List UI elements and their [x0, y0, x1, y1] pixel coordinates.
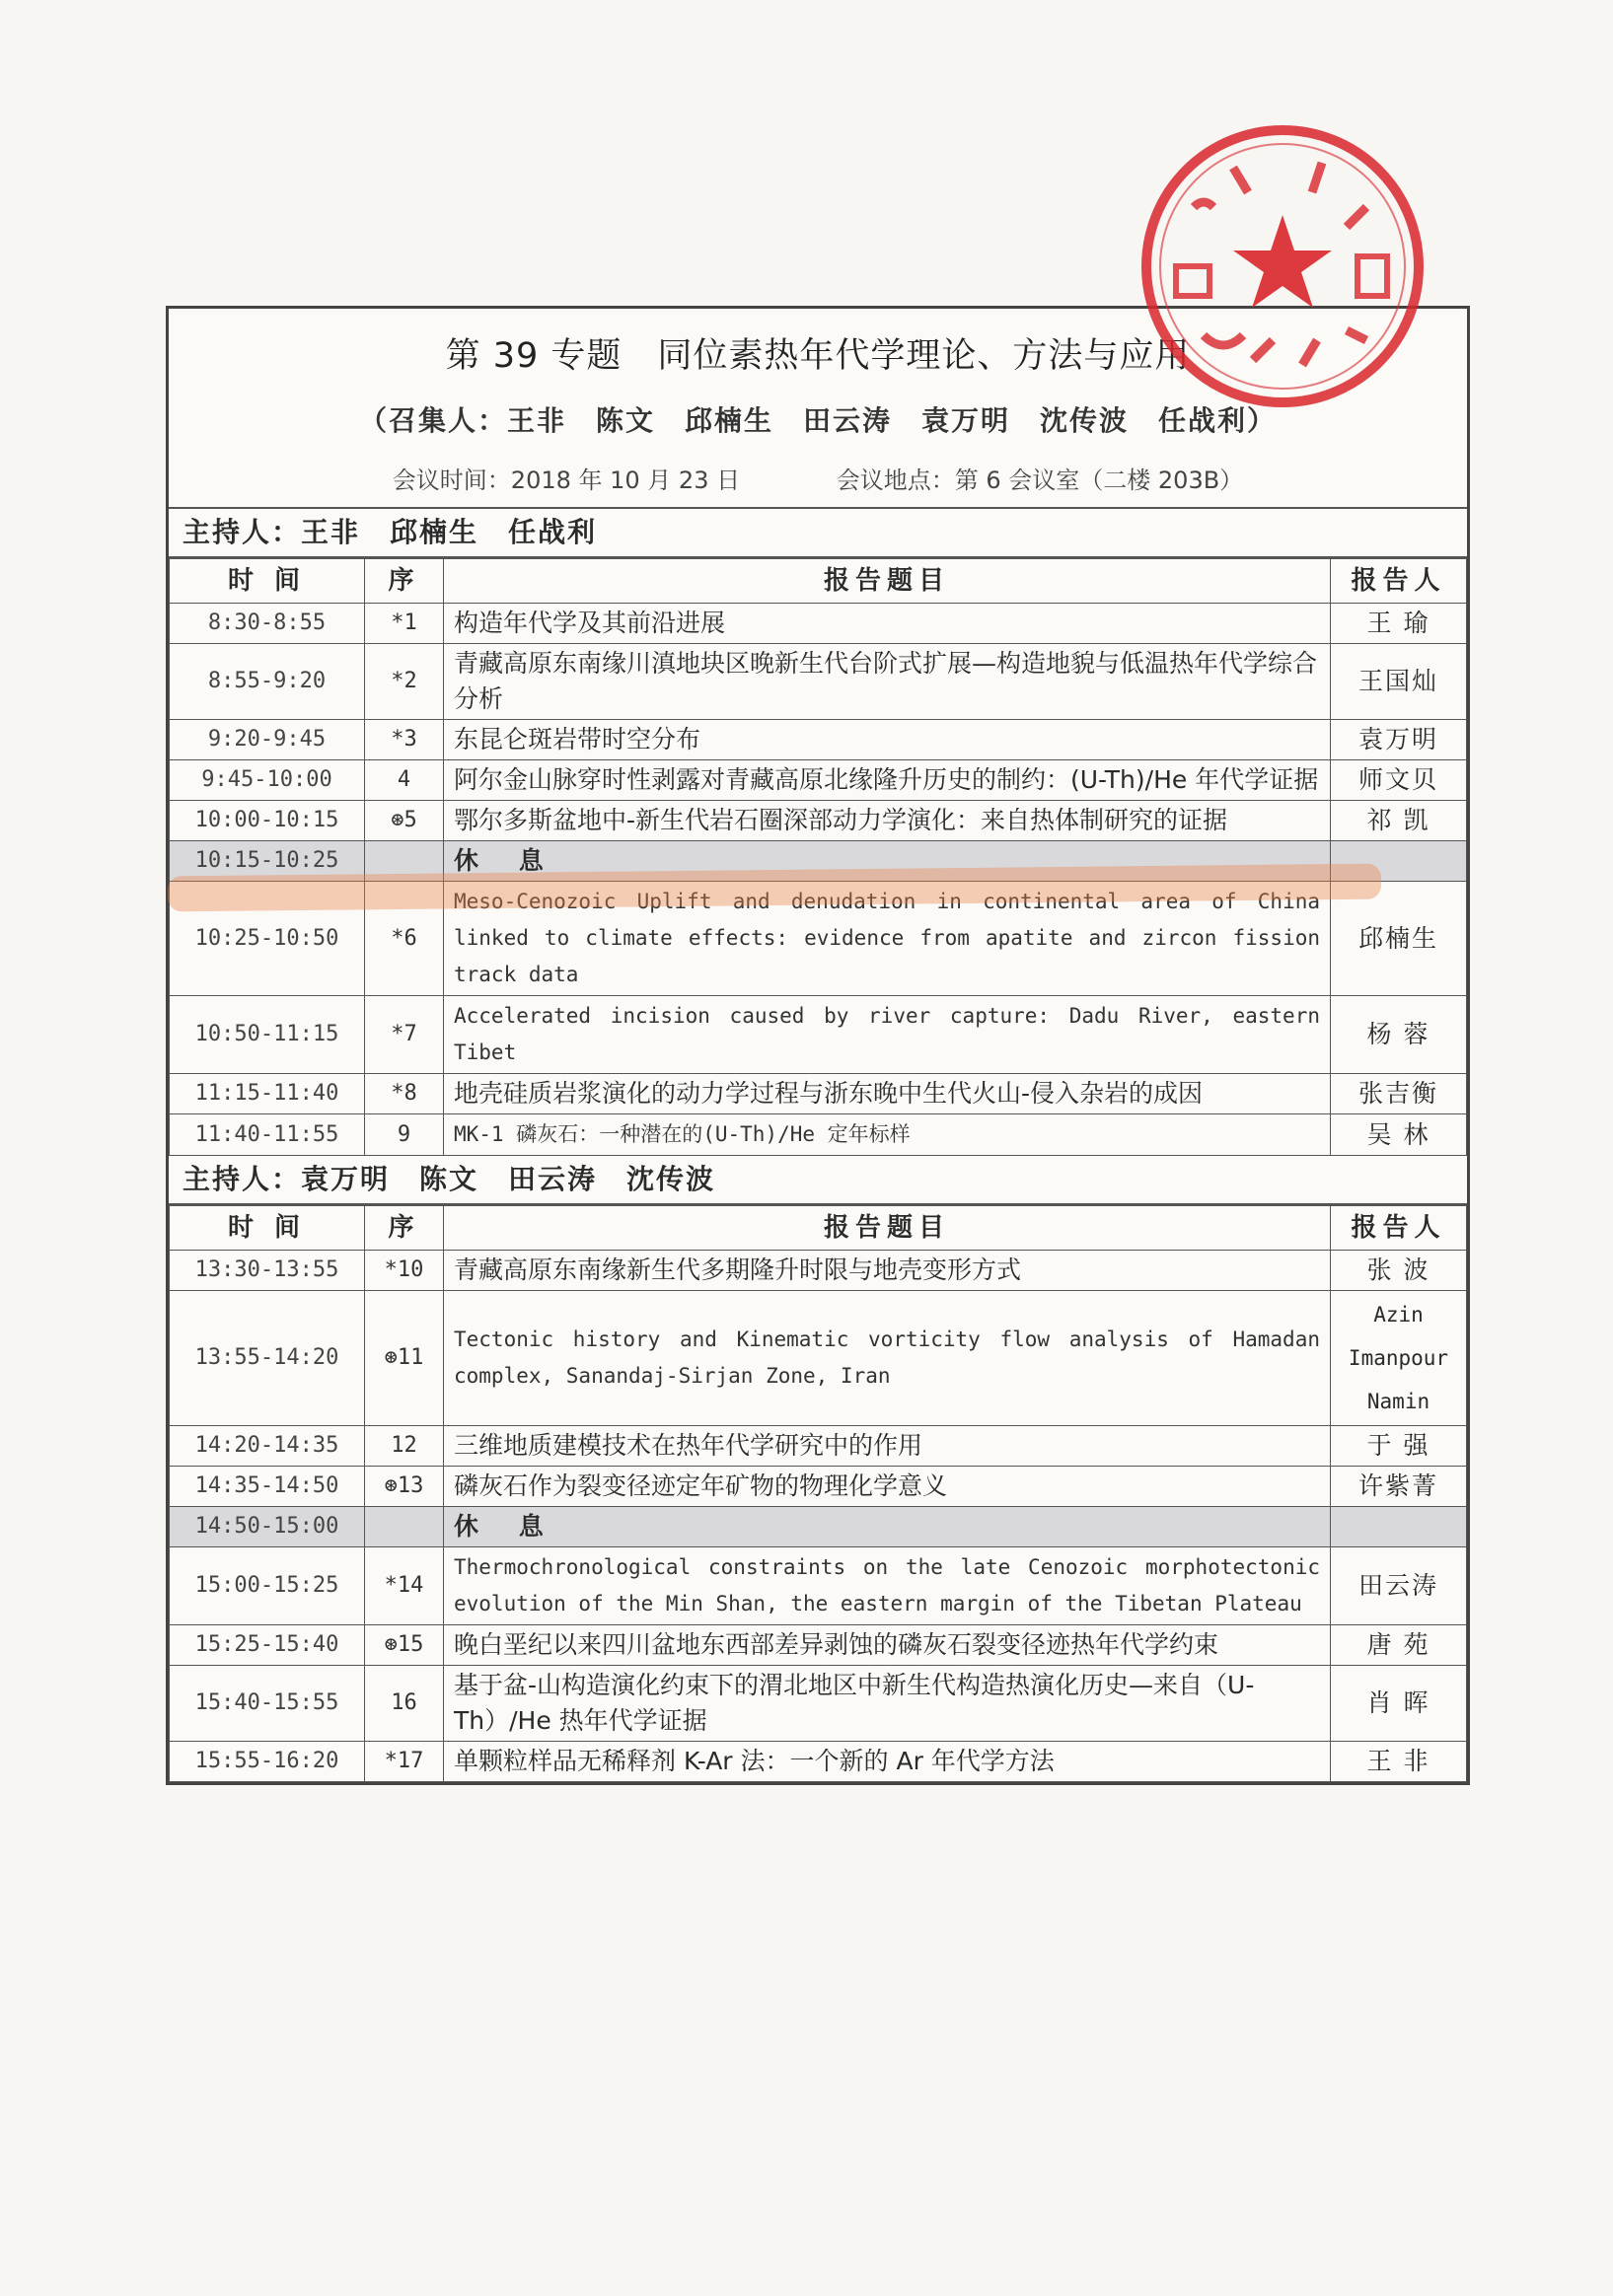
time-cell: 10:25-10:50: [170, 882, 365, 996]
topic-cell: 东昆仑斑岩带时空分布: [444, 720, 1331, 760]
reporter-cell: 师文贝: [1331, 760, 1467, 801]
reporter-cell: 肖 晖: [1331, 1666, 1467, 1742]
table-header-row: [170, 559, 1467, 604]
time-cell: 15:00-15:25: [170, 1547, 365, 1625]
number-cell: ⊛11: [365, 1291, 444, 1426]
reporter-cell: 张吉衡: [1331, 1074, 1467, 1114]
session1-host: 主持人：王非 邱楠生 任战利: [169, 509, 1467, 558]
number-cell: *6: [365, 882, 444, 996]
number-cell: *1: [365, 604, 444, 644]
table-row: [170, 1074, 1467, 1114]
reporter-cell: [1331, 1507, 1467, 1547]
table-row: [170, 801, 1467, 841]
conveners-line: （召集人：王非 陈文 邱楠生 田云涛 袁万明 沈传波 任战利）: [358, 404, 1277, 437]
topic-cell: Accelerated incision caused by river capture: Dadu River, eastern Tibet: [444, 996, 1331, 1074]
table-row: [170, 1625, 1467, 1666]
table-row: [170, 1291, 1467, 1426]
topic-cell: 构造年代学及其前沿进展: [444, 604, 1331, 644]
number-cell: *2: [365, 644, 444, 720]
table-row: [170, 644, 1467, 720]
time-cell: 15:55-16:20: [170, 1742, 365, 1782]
reporter-cell: 祁 凯: [1331, 801, 1467, 841]
number-cell: *17: [365, 1742, 444, 1782]
topic-cell: Thermochronological constraints on the late Cenozoic morphotectonic evolution of the Min Shan, the eastern margin of the Tibetan Plateau: [444, 1547, 1331, 1625]
reporter-cell: 袁万明: [1331, 720, 1467, 760]
topic-cell: MK-1 磷灰石：一种潜在的(U-Th)/He 定年标样: [444, 1114, 1331, 1156]
number-cell: 4: [365, 760, 444, 801]
table-header-row: [170, 1206, 1467, 1251]
header-block: [169, 309, 1467, 509]
col-reporter-header: 报告人: [1331, 559, 1467, 604]
col-time-header: 时 间: [170, 559, 365, 604]
number-cell: 12: [365, 1426, 444, 1467]
table-row: [170, 1426, 1467, 1467]
col-no-header: 序: [365, 1206, 444, 1251]
time-cell: 11:15-11:40: [170, 1074, 365, 1114]
col-topic-header: 报告题目: [444, 1206, 1331, 1251]
reporter-cell: [1331, 841, 1467, 882]
table-row: [170, 996, 1467, 1074]
reporter-cell: 张 波: [1331, 1251, 1467, 1291]
session2-table: [169, 1205, 1467, 1782]
break-row: [170, 841, 1467, 882]
table-row: [170, 604, 1467, 644]
meeting-time: 会议时间：2018 年 10 月 23 日: [392, 466, 741, 494]
table-row: [170, 1467, 1467, 1507]
time-cell: 13:55-14:20: [170, 1291, 365, 1426]
topic-cell: 休 息: [444, 841, 1331, 882]
reporter-cell: 唐 苑: [1331, 1625, 1467, 1666]
time-cell: 13:30-13:55: [170, 1251, 365, 1291]
topic-cell: 三维地质建模技术在热年代学研究中的作用: [444, 1426, 1331, 1467]
number-cell: ⊛15: [365, 1625, 444, 1666]
number-cell: [365, 841, 444, 882]
col-topic-header: 报告题目: [444, 559, 1331, 604]
topic-cell: 单颗粒样品无稀释剂 K-Ar 法：一个新的 Ar 年代学方法: [444, 1742, 1331, 1782]
topic-cell: 地壳硅质岩浆演化的动力学过程与浙东晚中生代火山-侵入杂岩的成因: [444, 1074, 1331, 1114]
topic-cell: 磷灰石作为裂变径迹定年矿物的物理化学意义: [444, 1467, 1331, 1507]
number-cell: *8: [365, 1074, 444, 1114]
table-row: [170, 1114, 1467, 1156]
reporter-cell: 王 瑜: [1331, 604, 1467, 644]
number-cell: *14: [365, 1547, 444, 1625]
topic-cell: 晚白垩纪以来四川盆地东西部差异剥蚀的磷灰石裂变径迹热年代学约束: [444, 1625, 1331, 1666]
time-cell: 9:45-10:00: [170, 760, 365, 801]
reporter-cell: 杨 蓉: [1331, 996, 1467, 1074]
table-row: [170, 1251, 1467, 1291]
number-cell: *3: [365, 720, 444, 760]
topic-cell: 青藏高原东南缘川滇地块区晚新生代台阶式扩展—构造地貌与低温热年代学综合分析: [444, 644, 1331, 720]
session1-table: [169, 558, 1467, 1156]
time-cell: 15:25-15:40: [170, 1625, 365, 1666]
reporter-cell: 王 非: [1331, 1742, 1467, 1782]
time-cell: 10:15-10:25: [170, 841, 365, 882]
topic-cell: 青藏高原东南缘新生代多期隆升时限与地壳变形方式: [444, 1251, 1331, 1291]
table-row: [170, 882, 1467, 996]
reporter-cell: 邱楠生: [1331, 882, 1467, 996]
table-row: [170, 760, 1467, 801]
number-cell: *10: [365, 1251, 444, 1291]
topic-cell: 鄂尔多斯盆地中-新生代岩石圈深部动力学演化：来自热体制研究的证据: [444, 801, 1331, 841]
break-row: [170, 1507, 1467, 1547]
table-row: [170, 1742, 1467, 1782]
table-row: [170, 720, 1467, 760]
col-time-header: 时 间: [170, 1206, 365, 1251]
reporter-cell: 于 强: [1331, 1426, 1467, 1467]
topic-cell: 休 息: [444, 1507, 1331, 1547]
time-cell: 9:20-9:45: [170, 720, 365, 760]
session2-rows: [170, 1251, 1467, 1782]
time-cell: 15:40-15:55: [170, 1666, 365, 1742]
table-row: [170, 1547, 1467, 1625]
time-cell: 10:50-11:15: [170, 996, 365, 1074]
col-reporter-header: 报告人: [1331, 1206, 1467, 1251]
number-cell: ⊛13: [365, 1467, 444, 1507]
time-cell: 11:40-11:55: [170, 1114, 365, 1156]
reporter-cell: 田云涛: [1331, 1547, 1467, 1625]
topic-cell: 基于盆-山构造演化约束下的渭北地区中新生代构造热演化历史—来自（U-Th）/He 热年代学证据: [444, 1666, 1331, 1742]
topic-cell: 阿尔金山脉穿时性剥露对青藏高原北缘隆升历史的制约：(U-Th)/He 年代学证据: [444, 760, 1331, 801]
reporter-cell: 王国灿: [1331, 644, 1467, 720]
topic-cell: Meso-Cenozoic Uplift and denudation in continental area of China linked to climate effects: evidence from apatite and zircon fission track data: [444, 882, 1331, 996]
reporter-cell: Azin Imanpour Namin: [1331, 1291, 1467, 1426]
time-cell: 14:20-14:35: [170, 1426, 365, 1467]
number-cell: 16: [365, 1666, 444, 1742]
schedule-sheet: [166, 306, 1470, 1785]
table-row: [170, 1666, 1467, 1742]
meeting-info: [169, 461, 1467, 495]
meeting-place: 会议地点：第 6 会议室（二楼 203B）: [836, 466, 1244, 494]
reporter-cell: 许紫菁: [1331, 1467, 1467, 1507]
time-cell: 10:00-10:15: [170, 801, 365, 841]
reporter-cell: 吴 林: [1331, 1114, 1467, 1156]
session2-host: 主持人：袁万明 陈文 田云涛 沈传波: [169, 1156, 1467, 1205]
session1-rows: [170, 604, 1467, 1156]
col-no-header: 序: [365, 559, 444, 604]
number-cell: 9: [365, 1114, 444, 1156]
number-cell: *7: [365, 996, 444, 1074]
number-cell: [365, 1507, 444, 1547]
topic-cell: Tectonic history and Kinematic vorticity flow analysis of Hamadan complex, Sanandaj-Sirjan Zone, Iran: [444, 1291, 1331, 1426]
time-cell: 8:30-8:55: [170, 604, 365, 644]
time-cell: 14:50-15:00: [170, 1507, 365, 1547]
time-cell: 14:35-14:50: [170, 1467, 365, 1507]
page-title: 第 39 专题 同位素热年代学理论、方法与应用: [445, 336, 1191, 376]
time-cell: 8:55-9:20: [170, 644, 365, 720]
number-cell: ⊛5: [365, 801, 444, 841]
